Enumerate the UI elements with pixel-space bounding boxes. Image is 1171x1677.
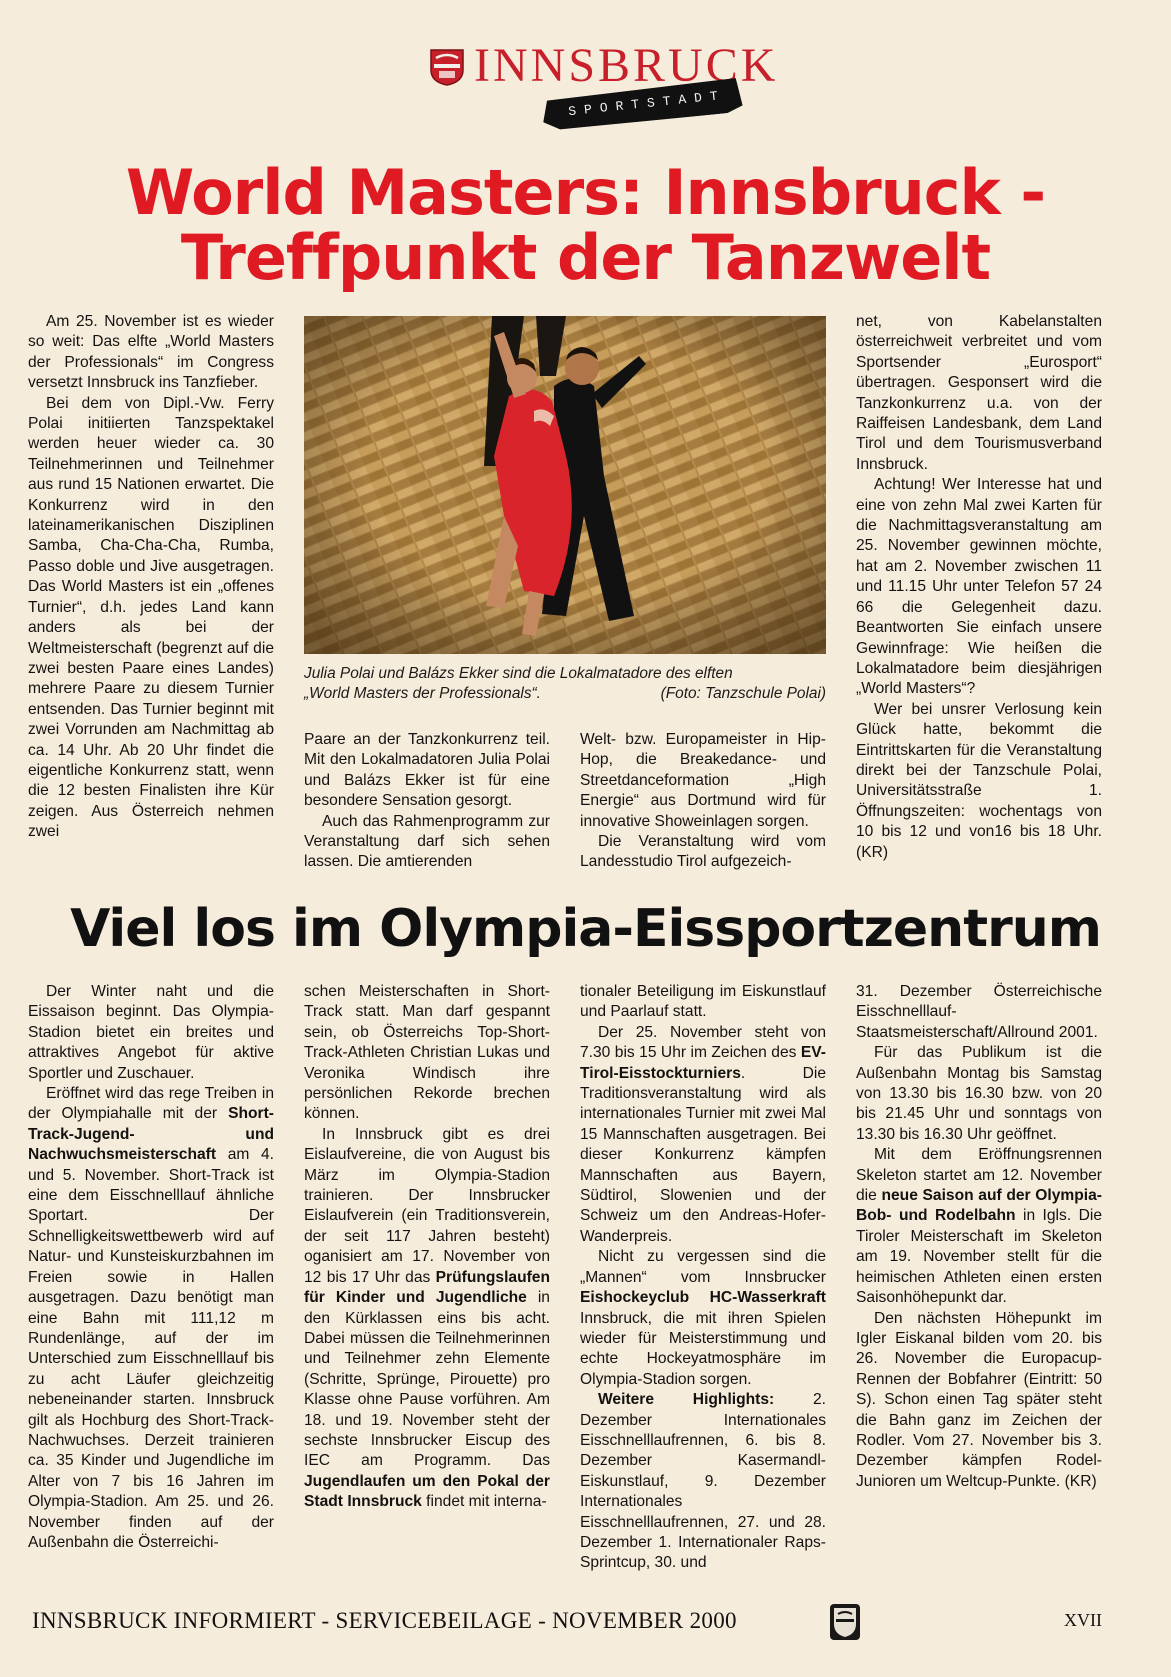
caption-line-2: „World Masters der Professionals“. bbox=[304, 685, 541, 702]
paragraph bbox=[304, 1125, 550, 1513]
article-1-headline bbox=[0, 156, 1171, 295]
article-1-headline-line-1: World Masters: Innsbruck - bbox=[125, 156, 1046, 229]
article-1-column-3 bbox=[580, 730, 826, 880]
footer-text: INNSBRUCK INFORMIERT - SERVICEBEILAGE - NOVEMBER 2000 bbox=[32, 1608, 737, 1633]
paragraph: schen Meisterschaften in Short-Track statt. Man darf gespannt sein, ob Österreichs Top-Short-Track-Athleten Christian Lukas und Veronika Windisch ihre persönlichen Rekorde brechen können. bbox=[304, 983, 550, 1123]
text-run: Eröffnet wird das rege Treiben in der Olympiahalle mit der bbox=[28, 1085, 274, 1123]
highlight-text: EV-Tirol-Eisstockturniers bbox=[580, 1044, 826, 1082]
paragraph: Achtung! Wer Interesse hat und eine von zehn Mal zwei Karten für die Nachmittagsveranstaltung am 25. November gewinnen möchte, hat am 2. November zwischen 11 und 11.15 Uhr unter Telefon 57 24 66 die Gelegenheit dazu. Beantworten Sie einfach unsere Gewinnfrage: Wie heißen die Lokalmatadore beim diesjährigen „World Masters“? bbox=[856, 476, 1102, 698]
text-run: in Igls. Die Tiroler Meisterschaft im Skeleton am 19. November stellt für die heimischen Athleten einen ersten Saisonhöhepunkt dar. bbox=[856, 1207, 1102, 1307]
paragraph: Bei dem von Dipl.-Vw. Ferry Polai initiierten Tanzspektakel werden heuer wieder ca. 30 Teilnehmerinnen und Teilnehmer aus rund 15 Nationen erwartet. Die Konkurrenz wird in den lateinamerikanischen Disziplinen Samba, Cha-Cha-Cha, Rumba, Passo doble und Jive ausgetragen. Das World Masters ist ein „offenes Turnier“, d.h. jedes Land kann anders als bei der Weltmeisterschaft (begrenzt auf die zwei besten Paare eines Landes) mehrere Paare zu diesem Turnier entsenden. Das Turnier beginnt mit zwei Vorrunden am Nachmittag ab ca. 14 Uhr. Ab 20 Uhr findet die eigentliche Konkurrenz statt, wenn die 12 besten Finalisten ihre Kür zeigen. Aus Österreich nehmen zwei bbox=[28, 394, 274, 841]
highlight-text: Jugendlaufen um den Pokal der Stadt Innsbruck bbox=[304, 1472, 550, 1511]
text-run: 2. Dezember Internationales Eisschnelllaufrennen, 6. bis 8. Dezember Kasermandl-Eiskunstlauf, 9. Dezember Internationales Eisschnelllaufrennen, 27. und 28. Dezember 1. Internationaler Raps-Sprintcup, 30. und bbox=[580, 1391, 826, 1572]
paragraph bbox=[580, 1023, 826, 1247]
article-2-column-2 bbox=[304, 982, 550, 1572]
text-run: Der 25. November steht von 7.30 bis 15 Uhr im Zeichen des bbox=[580, 1023, 826, 1062]
text-run: Nicht zu vergessen sind die „Mannen“ vom Innsbrucker bbox=[580, 1248, 826, 1286]
page-number: XVII bbox=[1064, 1610, 1102, 1630]
page-footer bbox=[32, 1604, 1102, 1644]
paragraph: Den nächsten Höhepunkt im Igler Eiskanal bilden vom 20. bis 26. November die Europacup-Rennen der Bobfahrer (Eintritt: 50 S). Schon einen Tag später steht die Bahn ganz im Zeichen der Rodler. Vom 27. November bis 3. Dezember kämpfen Rodel-Junioren um Weltcup-Punkte. (KR) bbox=[856, 1309, 1102, 1490]
masthead bbox=[430, 38, 779, 138]
paragraph: Paare an der Tanzkonkurrenz teil. Mit den Lokalmadatoren Julia Polai und Balázs Ekker ist für eine besondere Sensation gesorgt. bbox=[304, 731, 550, 810]
dance-photo bbox=[304, 316, 826, 654]
city-crest-icon bbox=[830, 1604, 860, 1640]
article-1-column-2 bbox=[304, 730, 550, 880]
text-run: am 4. und 5. November. Short-Track ist eine dem Eisschnelllauf ähnliche Sportart. Der Schnelligkeitswettbewerb wird auf Natur- und Kunsteiskurzbahnen im Freien sowie in Hallen ausgetragen. Dazu benötigt man eine Bahn mit 111,12 m Rundenlänge, auf der im Unterschied zum Eisschnelllauf bis zu acht Läufer gleichzeitig nebeneinander starten. Innsbruck gilt als Hochburg des Short-Track-Nachwuchses. Derzeit trainieren ca. 35 Kinder und Jugendliche im Alter von 7 bis 16 Jahren im Olympia-Stadion. Am 25. und 26. November finden auf der Außenbahn die Österreichi- bbox=[28, 1146, 274, 1551]
highlight-text: Prüfungslaufen für Kinder und Jugendliche bbox=[304, 1268, 550, 1307]
highlight-text: Weitere Highlights: bbox=[598, 1391, 775, 1409]
city-crest-icon bbox=[430, 48, 464, 86]
highlight-text: neue Saison auf der Olympia-Bob- und Rodelbahn bbox=[856, 1187, 1102, 1225]
masthead-brand: INNSBRUCK bbox=[474, 39, 779, 92]
paragraph: Die Veranstaltung wird vom Landesstudio Tirol aufgezeich- bbox=[580, 833, 826, 871]
paragraph: Auch das Rahmenprogramm zur Veranstaltung darf sich sehen lassen. Die amtierenden bbox=[304, 812, 550, 871]
article-1-headline-line-2: Treffpunkt der Tanzwelt bbox=[180, 221, 991, 295]
paragraph: Am 25. November ist es wieder so weit: Das elfte „World Masters der Professionals“ im Congress versetzt Innsbruck ins Tanzfieber. bbox=[28, 313, 274, 392]
caption-line-1: Julia Polai und Balázs Ekker sind die Lokalmatadore des elften bbox=[304, 665, 733, 682]
article-2-column-3 bbox=[580, 982, 826, 1572]
paragraph: Wer bei unsrer Verlosung kein Glück hatte, bekommt die Eintrittskarten für die Veranstaltung direkt bei der Tanzschule Polai, Universitätsstraße 1. Öffnungszeiten: wochentags von 10 bis 12 und von16 bis 18 Uhr. (KR) bbox=[856, 700, 1102, 861]
photo-caption bbox=[304, 664, 826, 704]
article-2-headline: Viel los im Olympia-Eissportzentrum bbox=[70, 899, 1101, 959]
paragraph: Welt- bzw. Europameister in Hip-Hop, die Breakedance- und Streetdanceformation „High Energie“ aus Dortmund wird für innovative Showeinlagen sorgen. bbox=[580, 731, 826, 830]
text-run: findet mit interna- bbox=[421, 1493, 547, 1511]
paragraph bbox=[856, 1145, 1102, 1308]
article-1-column-1 bbox=[28, 312, 274, 882]
text-run: Mit dem Eröffnungsrennen Skeleton startet am 12. November die bbox=[856, 1146, 1102, 1205]
text-run: In Innsbruck gibt es drei Eislaufvereine, die von August bis März im Olympia-Stadion trainieren. Der Innsbrucker Eislaufverein (ein Traditionsverein, der seit 117 Jahren besteht) oganisiert am 17. November von 12 bis 17 Uhr das bbox=[304, 1125, 550, 1286]
article-2-column-1 bbox=[28, 982, 274, 1572]
text-run: in den Kürklassen eins bis acht. Dabei müssen die Teilnehmerinnen und Teilnehmer zehn Elemente (Schritte, Sprünge, Pirouette) pro Klasse ohne Pause vorführen. Am 18. und 19. November steht der sechste Innsbrucker Eiscup des IEC am Programm. Das bbox=[304, 1289, 550, 1470]
paragraph bbox=[28, 1084, 274, 1553]
paragraph: 31. Dezember Österreichische Eisschnelllauf-Staatsmeisterschaft/Allround 2001. bbox=[856, 983, 1102, 1041]
masthead-tagline: SPORTSTADT bbox=[567, 87, 727, 120]
text-run: . Die Traditionsveranstaltung wird als internationales Turnier mit zwei Mal 15 Mannschaften ausgetragen. Bei dieser Konkurrenz kämpfen Mannschaften aus Bayern, Südtirol, Slowenien und der Schweiz um den Andreas-Hofer-Wanderpreis. bbox=[580, 1064, 826, 1245]
paragraph: Für das Publikum ist die Außenbahn Montag bis Samstag von 13.30 bis 16.30 bzw. von 20 bis 21.45 Uhr und sonntags von 13.30 bis 16.30 Uhr geöffnet. bbox=[856, 1044, 1102, 1143]
article-2-column-4 bbox=[856, 982, 1102, 1572]
paragraph bbox=[580, 1247, 826, 1390]
highlight-text: Short-Track-Jugend- und Nachwuchsmeisterschaft bbox=[28, 1105, 274, 1164]
paragraph: net, von Kabelanstalten österreichweit verbreitet und vom Sportsender „Eurosport“ übertragen. Gesponsert wird die Tanzkonkurrenz u.a. von der Raiffeisen Landesbank, dem Land Tirol und dem Tourismusverband Innsbruck. bbox=[856, 313, 1102, 473]
article-1-column-4 bbox=[856, 312, 1102, 882]
text-run: Innsbruck, die mit ihren Spielen wieder für Meisterstimmung und echte Hockeyatmosphäre im Olympia-Stadion sorgen. bbox=[580, 1309, 826, 1388]
photo-credit: (Foto: Tanzschule Polai) bbox=[660, 685, 826, 702]
highlight-text: Eishockeyclub HC-Wasserkraft bbox=[580, 1289, 826, 1307]
paragraph: Der Winter naht und die Eissaison beginnt. Das Olympia-Stadion bietet ein breites und attraktives Angebot für aktive Sportler und Zuschauer. bbox=[28, 983, 274, 1082]
paragraph: tionaler Beteiligung im Eiskunstlauf und Paarlauf statt. bbox=[580, 983, 826, 1021]
paragraph bbox=[580, 1390, 826, 1572]
